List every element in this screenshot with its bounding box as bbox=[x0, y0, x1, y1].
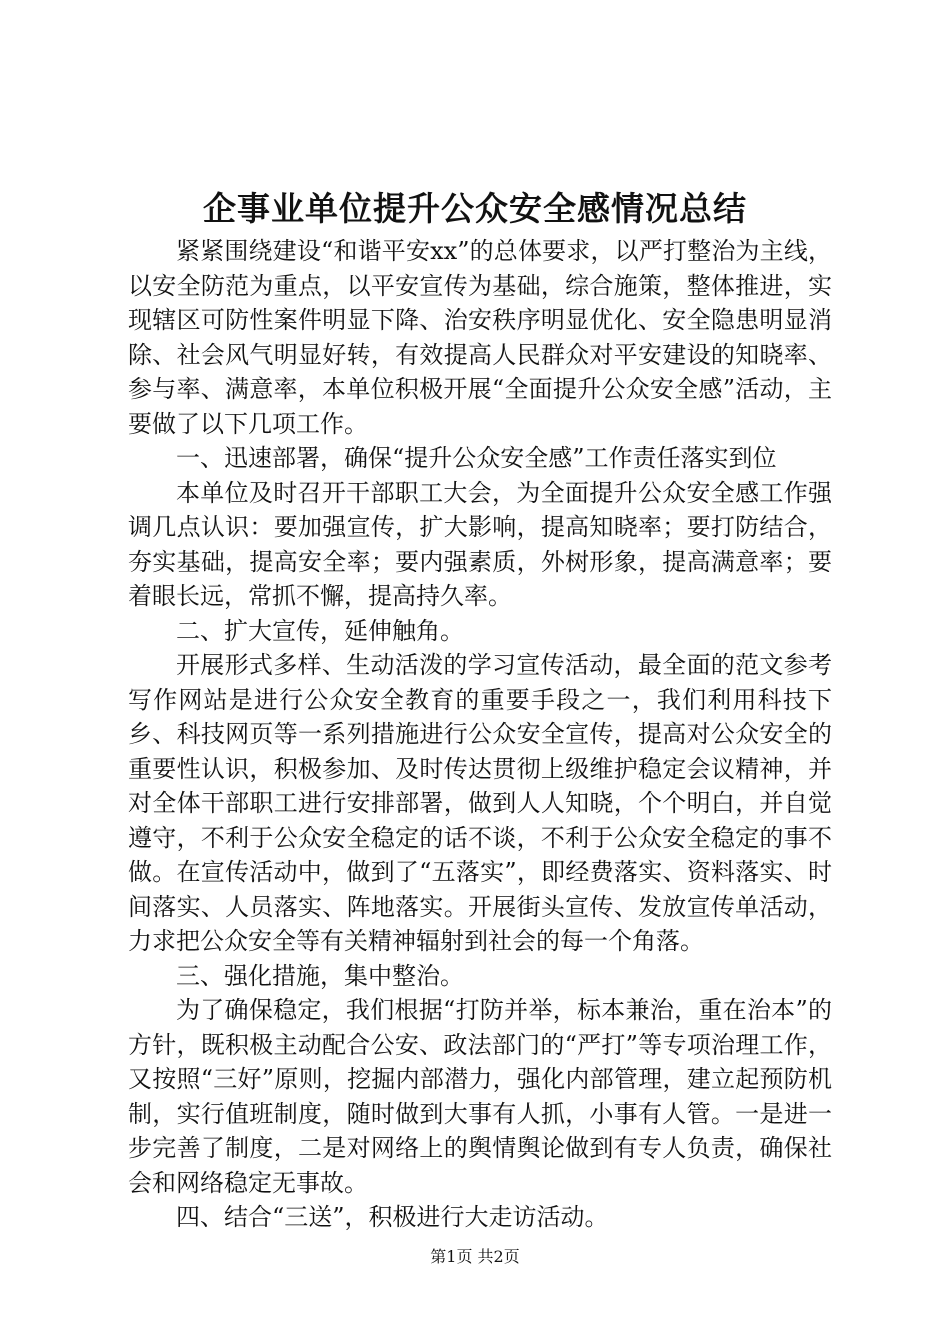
section-paragraph-1: 本单位及时召开干部职工大会，为全面提升公众安全感工作强调几点认识：要加强宣传，扩大影响，提高知晓率；要打防结合，夯实基础，提高安全率；要内强素质，外树形象，提高满意率；要着眼长远，常抓不懈，提高持久率。 bbox=[128, 478, 832, 610]
section-heading-4: 四、结合“三送”，积极进行大走访活动。 bbox=[176, 1203, 609, 1231]
page-number-footer: 第1页 共2页 bbox=[430, 1247, 520, 1266]
section-heading-2: 二、扩大宣传，延伸触角。 bbox=[176, 616, 464, 645]
section-paragraph-3: 为了确保稳定，我们根据“打防并举，标本兼治，重在治本”的方针，既积极主动配合公安、政法部门的“严打”等专项治理工作，又按照“三好”原则，挖掘内部潜力，强化内部管理，建立起预防机制，实行值班制度，随时做到大事有人抓，小事有人管。一是进一步完善了制度，二是对网络上的舆情舆论做到有专人负责，确保社会和网络稳定无事故。 bbox=[128, 996, 832, 1197]
section-heading-3: 三、强化措施，集中整治。 bbox=[176, 961, 464, 990]
document-body bbox=[128, 234, 832, 1235]
document-title: 企事业单位提升公众安全感情况总结 bbox=[203, 189, 747, 228]
section-paragraph-2: 开展形式多样、生动活泼的学习宣传活动，最全面的范文参考写作网站是进行公众安全教育的重要手段之一，我们利用科技下乡、科技网页等一系列措施进行公众安全宣传，提高对公众安全的重要性认识，积极参加、及时传达贯彻上级维护稳定会议精神，并对全体干部职工进行安排部署，做到人人知晓，个个明白，并自觉遵守，不利于公众安全稳定的话不谈，不利于公众安全稳定的事不做。在宣传活动中，做到了“五落实”，即经费落实、资料落实、时间落实、人员落实、阵地落实。开展街头宣传、发放宣传单活动，力求把公众安全等有关精神辐射到社会的每一个角落。 bbox=[128, 651, 832, 955]
section-heading-1: 一、迅速部署，确保“提升公众安全感”工作责任落实到位 bbox=[176, 444, 777, 472]
intro-paragraph: 紧紧围绕建设“和谐平安xx”的总体要求，以严打整治为主线，以安全防范为重点，以平安宣传为基础，综合施策，整体推进，实现辖区可防性案件明显下降、治安秩序明显优化、安全隐患明显消除、社会风气明显好转，有效提高人民群众对平安建设的知晓率、参与率、满意率，本单位积极开展“全面提升公众安全感”活动，主要做了以下几项工作。 bbox=[128, 237, 832, 438]
